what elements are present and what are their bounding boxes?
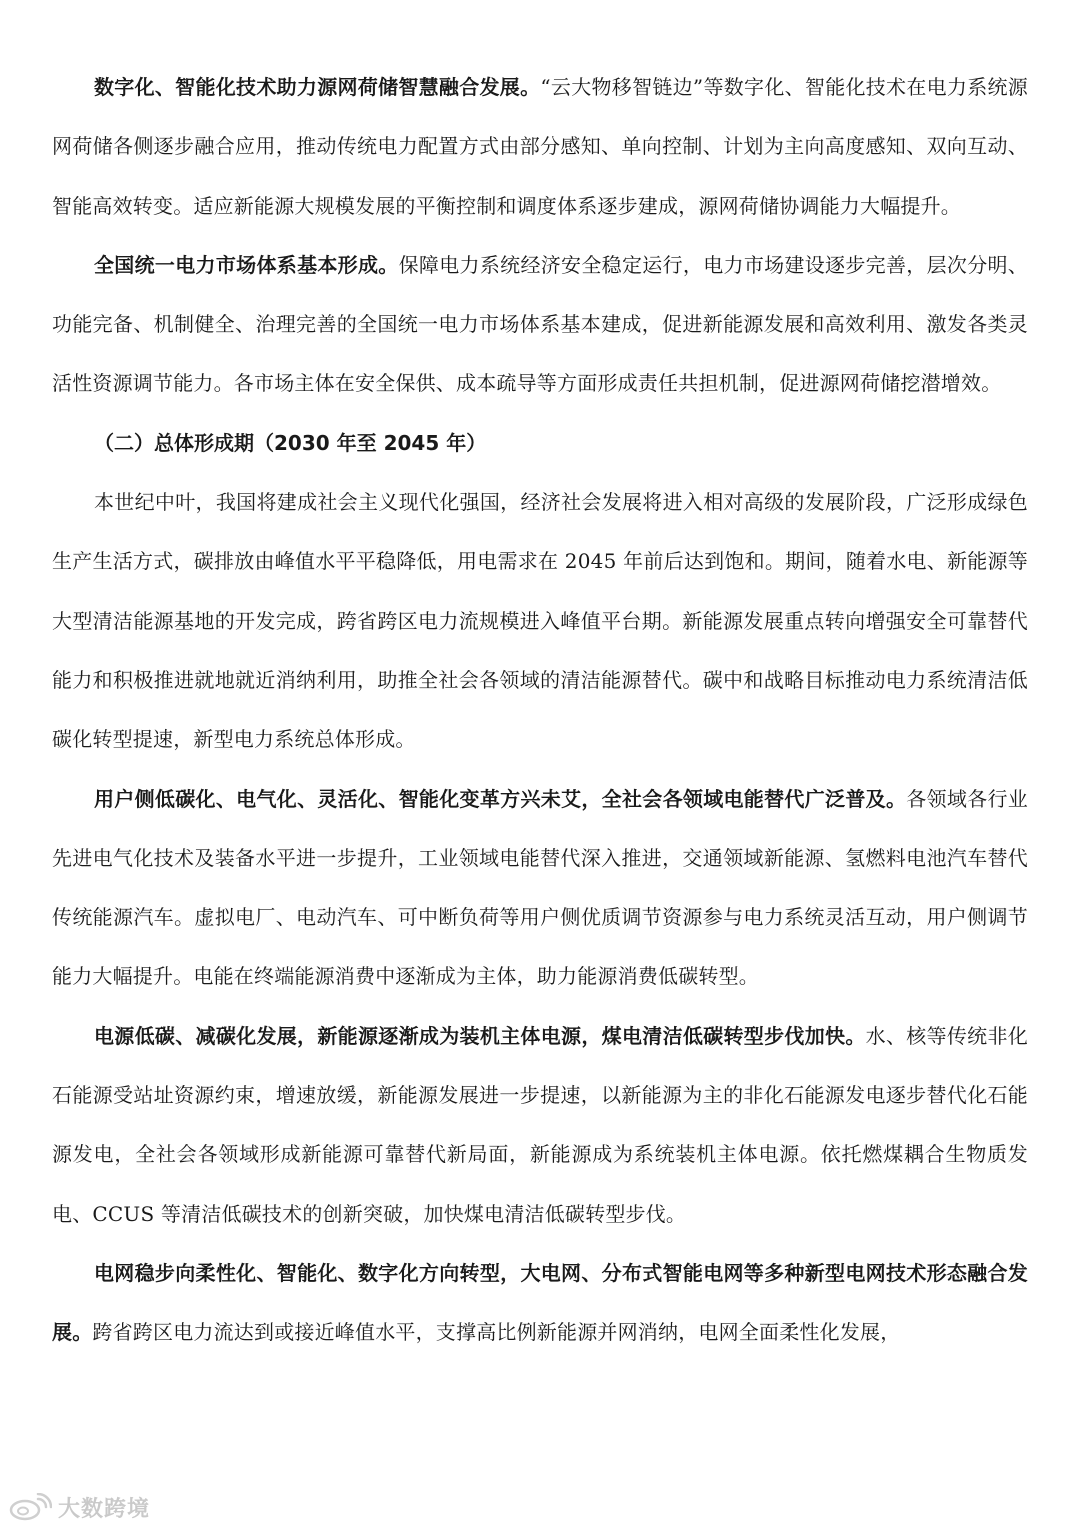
paragraph-body: 保障电力系统经济安全稳定运行，电力市场建设逐步完善，层次分明、功能完备、机制健全、治理完善的全国统一电力市场体系基本建成，促进新能源发展和高效利用、激发各类灵活性资源调节能力。各市场主体在安全保供、成本疏导等方面形成责任共担机制，促进源网荷储挖潜增效。 (52, 252, 1029, 396)
paragraph-body: 各领域各行业先进电气化技术及装备水平进一步提升，工业领域电能替代深入推进，交通领域新能源、氢燃料电池汽车替代传统能源汽车。虚拟电厂、电动汽车、可中断负荷等用户侧优质调节资源参与电力系统灵活互动，用户侧调节能力大幅提升。电能在终端能源消费中逐渐成为主体，助力能源消费低碳转型。 (52, 786, 1028, 989)
paragraph-power-source (52, 1007, 1028, 1244)
watermark (8, 1490, 150, 1524)
paragraph-lead: 电源低碳、减碳化发展，新能源逐渐成为装机主体电源，煤电清洁低碳转型步伐加快。 (94, 1023, 866, 1048)
document-page (52, 58, 1028, 1363)
paragraph-mid-century (52, 473, 1028, 769)
paragraph-digital-intelligence (52, 58, 1028, 236)
section-heading: （二）总体形成期（2030 年至 2045 年） (94, 430, 487, 455)
paragraph-unified-market (52, 236, 1028, 414)
paragraph-lead: 全国统一电力市场体系基本形成。 (94, 252, 399, 277)
paragraph-lead: 数字化、智能化技术助力源网荷储智慧融合发展。 (94, 75, 541, 99)
paragraph-lead: 电网稳步向柔性化、智能化、数字化方向转型，大电网、分布式智能电网等多种新型电网技术形态融合发展。 (52, 1260, 1028, 1345)
paragraph-user-side (52, 770, 1028, 1007)
paragraph-lead: 用户侧低碳化、电气化、灵活化、智能化变革方兴未艾，全社会各领域电能替代广泛普及。 (94, 786, 907, 811)
paragraph-grid (52, 1244, 1028, 1363)
weibo-logo-icon (8, 1493, 52, 1521)
watermark-text: 大数跨境 (58, 1496, 151, 1522)
paragraph-body: 本世纪中叶，我国将建成社会主义现代化强国，经济社会发展将进入相对高级的发展阶段，广泛形成绿色生产生活方式，碳排放由峰值水平平稳降低，用电需求在 2045 年前后达到饱和。期间，随着水电、新能源等大型清洁能源基地的开发完成，跨省跨区电力流规模进入峰值平台期。新能源发展重点转向增强安全可靠替代能力和积极推进就地就近消纳利用，助推全社会各领域的清洁能源替代。碳中和战略目标推动电力系统清洁低碳化转型提速，新型电力系统总体形成。 (52, 490, 1028, 752)
paragraph-body: 跨省跨区电力流达到或接近峰值水平，支撑高比例新能源并网消纳，电网全面柔性化发展， (92, 1320, 901, 1345)
paragraph-body: 水、核等传统非化石能源受站址资源约束，增速放缓，新能源发展进一步提速，以新能源为主的非化石能源发电逐步替代化石能源发电，全社会各领域形成新能源可靠替代新局面，新能源成为系统装机主体电源。依托燃煤耦合生物质发电、CCUS 等清洁低碳技术的创新突破，加快煤电清洁低碳转型步伐。 (52, 1023, 1028, 1226)
paragraph-body: “云大物移智链边”等数字化、智能化技术在电力系统源网荷储各侧逐步融合应用，推动传统电力配置方式由部分感知、单向控制、计划为主向高度感知、双向互动、智能高效转变。适应新能源大规模发展的平衡控制和调度体系逐步建成，源网荷储协调能力大幅提升。 (52, 75, 1028, 218)
